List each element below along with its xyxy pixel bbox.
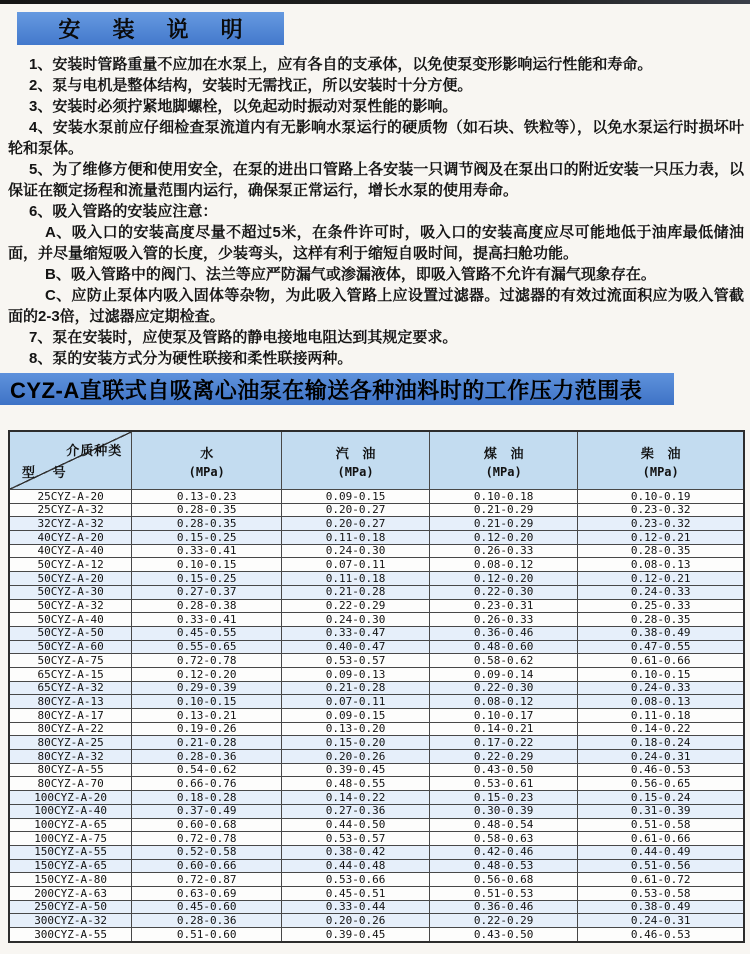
- kerosene-pressure-cell: 0.43-0.50: [429, 763, 577, 777]
- instruction-paragraph: A、吸入口的安装高度尽量不超过5米，在条件许可时，吸入口的安装高度应尽可能地低于油库最低储油面，并尽量缩短吸入管的长度，少装弯头，这样有利于缩短自吸时间，提高扫舱功能。: [8, 224, 744, 262]
- water-pressure-cell: 0.10-0.15: [132, 558, 282, 572]
- section-title-installation: [17, 12, 284, 45]
- water-pressure-cell: 0.72-0.78: [132, 832, 282, 846]
- gasoline-pressure-cell: 0.33-0.44: [282, 900, 430, 914]
- kerosene-pressure-cell: 0.17-0.22: [429, 736, 577, 750]
- pressure-table-body: [9, 490, 744, 942]
- table-row: [9, 777, 744, 791]
- water-pressure-cell: 0.28-0.38: [132, 599, 282, 613]
- diesel-pressure-cell: 0.56-0.65: [578, 777, 744, 791]
- kerosene-pressure-cell: 0.10-0.18: [429, 490, 577, 504]
- table-row: [9, 750, 744, 764]
- table-row: [9, 640, 744, 654]
- pressure-table-header: [9, 431, 744, 490]
- gasoline-pressure-cell: 0.27-0.36: [282, 804, 430, 818]
- corner-label-model: 型 号: [22, 465, 73, 480]
- table-row: [9, 667, 744, 681]
- column-label: 煤 油: [483, 445, 529, 461]
- kerosene-pressure-cell: 0.48-0.60: [429, 640, 577, 654]
- water-pressure-cell: 0.63-0.69: [132, 886, 282, 900]
- diesel-pressure-cell: 0.15-0.24: [578, 791, 744, 805]
- instruction-paragraph: 5、为了维修方便和使用安全，在泵的进出口管路上各安装一只调节阀及在泵出口的附近安装一只压力表，以保证在额定扬程和流量范围内运行，确保泵正常运行，增长水泵的使用寿命。: [8, 161, 744, 199]
- water-pressure-cell: 0.28-0.36: [132, 750, 282, 764]
- kerosene-pressure-cell: 0.14-0.21: [429, 722, 577, 736]
- gasoline-pressure-cell: 0.38-0.42: [282, 845, 430, 859]
- water-pressure-cell: 0.28-0.35: [132, 503, 282, 517]
- instruction-paragraph: 4、安装水泵前应仔细检查泵流道内有无影响水泵运行的硬质物（如石块、铁粒等），以免水泵运行时损坏叶轮和泵体。: [8, 119, 744, 157]
- column-unit: (MPa): [337, 464, 374, 479]
- table-row: [9, 654, 744, 668]
- gasoline-pressure-cell: 0.09-0.13: [282, 667, 430, 681]
- model-cell: 100CYZ-A-40: [9, 804, 132, 818]
- instruction-paragraph: 8、泵的安装方式分为硬性联接和柔性联接两种。: [29, 350, 353, 367]
- gasoline-pressure-cell: 0.24-0.30: [282, 613, 430, 627]
- kerosene-pressure-cell: 0.12-0.20: [429, 572, 577, 586]
- kerosene-pressure-cell: 0.26-0.33: [429, 613, 577, 627]
- gasoline-pressure-cell: 0.07-0.11: [282, 695, 430, 709]
- table-row: [9, 914, 744, 928]
- water-pressure-cell: 0.21-0.28: [132, 736, 282, 750]
- kerosene-pressure-cell: 0.15-0.23: [429, 791, 577, 805]
- model-cell: 80CYZ-A-32: [9, 750, 132, 764]
- column-unit: (MPa): [188, 464, 225, 479]
- kerosene-pressure-cell: 0.09-0.14: [429, 667, 577, 681]
- diesel-pressure-cell: 0.51-0.56: [578, 859, 744, 873]
- table-row: [9, 886, 744, 900]
- scan-edge-artifact: [0, 0, 750, 4]
- column-label: 水: [200, 445, 219, 461]
- table-row: [9, 558, 744, 572]
- model-cell: 250CYZ-A-50: [9, 900, 132, 914]
- column-header-water: [132, 431, 282, 490]
- model-cell: 80CYZ-A-70: [9, 777, 132, 791]
- model-cell: 50CYZ-A-20: [9, 572, 132, 586]
- table-row: [9, 928, 744, 942]
- instruction-paragraph: 2、泵与电机是整体结构，安装时无需找正，所以安装时十分方便。: [29, 77, 473, 94]
- kerosene-pressure-cell: 0.53-0.61: [429, 777, 577, 791]
- table-row: [9, 585, 744, 599]
- model-cell: 80CYZ-A-25: [9, 736, 132, 750]
- diesel-pressure-cell: 0.24-0.31: [578, 750, 744, 764]
- diesel-pressure-cell: 0.61-0.72: [578, 873, 744, 887]
- kerosene-pressure-cell: 0.51-0.53: [429, 886, 577, 900]
- kerosene-pressure-cell: 0.58-0.62: [429, 654, 577, 668]
- diesel-pressure-cell: 0.25-0.33: [578, 599, 744, 613]
- diesel-pressure-cell: 0.10-0.19: [578, 490, 744, 504]
- kerosene-pressure-cell: 0.22-0.30: [429, 681, 577, 695]
- model-cell: 300CYZ-A-32: [9, 914, 132, 928]
- diesel-pressure-cell: 0.51-0.58: [578, 818, 744, 832]
- diesel-pressure-cell: 0.46-0.53: [578, 763, 744, 777]
- kerosene-pressure-cell: 0.22-0.30: [429, 585, 577, 599]
- diesel-pressure-cell: 0.10-0.15: [578, 667, 744, 681]
- table-row: [9, 736, 744, 750]
- gasoline-pressure-cell: 0.53-0.57: [282, 832, 430, 846]
- instruction-paragraph: 6、吸入管路的安装应注意：: [29, 203, 218, 220]
- model-cell: 50CYZ-A-30: [9, 585, 132, 599]
- pressure-range-table: [8, 430, 745, 943]
- table-row: [9, 613, 744, 627]
- kerosene-pressure-cell: 0.22-0.29: [429, 750, 577, 764]
- model-cell: 300CYZ-A-55: [9, 928, 132, 942]
- kerosene-pressure-cell: 0.10-0.17: [429, 709, 577, 723]
- column-header-gasoline: [282, 431, 430, 490]
- diesel-pressure-cell: 0.14-0.22: [578, 722, 744, 736]
- gasoline-pressure-cell: 0.20-0.26: [282, 914, 430, 928]
- table-row: [9, 818, 744, 832]
- water-pressure-cell: 0.28-0.36: [132, 914, 282, 928]
- gasoline-pressure-cell: 0.14-0.22: [282, 791, 430, 805]
- table-row: [9, 791, 744, 805]
- kerosene-pressure-cell: 0.42-0.46: [429, 845, 577, 859]
- table-row: [9, 681, 744, 695]
- model-cell: 32CYZ-A-32: [9, 517, 132, 531]
- table-row: [9, 832, 744, 846]
- water-pressure-cell: 0.55-0.65: [132, 640, 282, 654]
- water-pressure-cell: 0.10-0.15: [132, 695, 282, 709]
- table-row: [9, 900, 744, 914]
- kerosene-pressure-cell: 0.21-0.29: [429, 517, 577, 531]
- table-row: [9, 531, 744, 545]
- water-pressure-cell: 0.12-0.20: [132, 667, 282, 681]
- kerosene-pressure-cell: 0.58-0.63: [429, 832, 577, 846]
- table-row: [9, 503, 744, 517]
- diesel-pressure-cell: 0.08-0.13: [578, 695, 744, 709]
- model-cell: 150CYZ-A-80: [9, 873, 132, 887]
- corner-label-medium-type: 介质种类: [66, 443, 123, 458]
- kerosene-pressure-cell: 0.26-0.33: [429, 544, 577, 558]
- kerosene-pressure-cell: 0.43-0.50: [429, 928, 577, 942]
- model-cell: 100CYZ-A-20: [9, 791, 132, 805]
- diesel-pressure-cell: 0.24-0.31: [578, 914, 744, 928]
- water-pressure-cell: 0.37-0.49: [132, 804, 282, 818]
- kerosene-pressure-cell: 0.48-0.54: [429, 818, 577, 832]
- table-row: [9, 873, 744, 887]
- kerosene-pressure-cell: 0.36-0.46: [429, 626, 577, 640]
- model-cell: 65CYZ-A-15: [9, 667, 132, 681]
- table-row: [9, 517, 744, 531]
- table-row: [9, 763, 744, 777]
- kerosene-pressure-cell: 0.48-0.53: [429, 859, 577, 873]
- gasoline-pressure-cell: 0.21-0.28: [282, 585, 430, 599]
- model-cell: 80CYZ-A-17: [9, 709, 132, 723]
- model-cell: 50CYZ-A-40: [9, 613, 132, 627]
- kerosene-pressure-cell: 0.23-0.31: [429, 599, 577, 613]
- table-row: [9, 845, 744, 859]
- table-row: [9, 572, 744, 586]
- gasoline-pressure-cell: 0.22-0.29: [282, 599, 430, 613]
- column-unit: (MPa): [485, 464, 522, 479]
- model-cell: 50CYZ-A-32: [9, 599, 132, 613]
- gasoline-pressure-cell: 0.39-0.45: [282, 928, 430, 942]
- gasoline-pressure-cell: 0.53-0.66: [282, 873, 430, 887]
- gasoline-pressure-cell: 0.44-0.48: [282, 859, 430, 873]
- kerosene-pressure-cell: 0.36-0.46: [429, 900, 577, 914]
- gasoline-pressure-cell: 0.33-0.47: [282, 626, 430, 640]
- kerosene-pressure-cell: 0.08-0.12: [429, 695, 577, 709]
- model-cell: 65CYZ-A-32: [9, 681, 132, 695]
- diesel-pressure-cell: 0.18-0.24: [578, 736, 744, 750]
- diesel-pressure-cell: 0.38-0.49: [578, 900, 744, 914]
- table-row: [9, 722, 744, 736]
- gasoline-pressure-cell: 0.07-0.11: [282, 558, 430, 572]
- table-row: [9, 599, 744, 613]
- water-pressure-cell: 0.72-0.87: [132, 873, 282, 887]
- kerosene-pressure-cell: 0.30-0.39: [429, 804, 577, 818]
- gasoline-pressure-cell: 0.09-0.15: [282, 709, 430, 723]
- model-cell: 40CYZ-A-20: [9, 531, 132, 545]
- gasoline-pressure-cell: 0.39-0.45: [282, 763, 430, 777]
- water-pressure-cell: 0.33-0.41: [132, 544, 282, 558]
- pressure-table-title-banner: [0, 373, 674, 405]
- table-row: [9, 544, 744, 558]
- gasoline-pressure-cell: 0.20-0.26: [282, 750, 430, 764]
- water-pressure-cell: 0.60-0.68: [132, 818, 282, 832]
- diesel-pressure-cell: 0.24-0.33: [578, 681, 744, 695]
- water-pressure-cell: 0.13-0.23: [132, 490, 282, 504]
- kerosene-pressure-cell: 0.12-0.20: [429, 531, 577, 545]
- instruction-paragraph: 3、安装时必须拧紧地脚螺栓，以免起动时振动对泵性能的影响。: [29, 98, 458, 115]
- water-pressure-cell: 0.33-0.41: [132, 613, 282, 627]
- water-pressure-cell: 0.52-0.58: [132, 845, 282, 859]
- model-cell: 100CYZ-A-75: [9, 832, 132, 846]
- model-cell: 150CYZ-A-55: [9, 845, 132, 859]
- model-cell: 80CYZ-A-22: [9, 722, 132, 736]
- table-row: [9, 804, 744, 818]
- gasoline-pressure-cell: 0.15-0.20: [282, 736, 430, 750]
- diesel-pressure-cell: 0.12-0.21: [578, 572, 744, 586]
- instruction-paragraph: 1、安装时管路重量不应加在水泵上，应有各自的支承体，以免使泵变形影响运行性能和寿命。: [29, 56, 653, 73]
- water-pressure-cell: 0.13-0.21: [132, 709, 282, 723]
- model-cell: 40CYZ-A-40: [9, 544, 132, 558]
- instruction-paragraph: 7、泵在安装时，应使泵及管路的静电接地电阻达到其规定要求。: [29, 329, 458, 346]
- gasoline-pressure-cell: 0.45-0.51: [282, 886, 430, 900]
- diesel-pressure-cell: 0.47-0.55: [578, 640, 744, 654]
- gasoline-pressure-cell: 0.11-0.18: [282, 572, 430, 586]
- model-cell: 50CYZ-A-75: [9, 654, 132, 668]
- water-pressure-cell: 0.15-0.25: [132, 531, 282, 545]
- diesel-pressure-cell: 0.08-0.13: [578, 558, 744, 572]
- section-title-text: 安 装 说 明: [58, 17, 256, 42]
- column-label: 柴 油: [640, 445, 686, 461]
- gasoline-pressure-cell: 0.13-0.20: [282, 722, 430, 736]
- diesel-pressure-cell: 0.12-0.21: [578, 531, 744, 545]
- table-row: [9, 695, 744, 709]
- model-cell: 80CYZ-A-55: [9, 763, 132, 777]
- diesel-pressure-cell: 0.23-0.32: [578, 517, 744, 531]
- water-pressure-cell: 0.45-0.60: [132, 900, 282, 914]
- table-row: [9, 709, 744, 723]
- column-unit: (MPa): [642, 464, 679, 479]
- column-header-kerosene: [429, 431, 577, 490]
- model-cell: 150CYZ-A-65: [9, 859, 132, 873]
- gasoline-pressure-cell: 0.11-0.18: [282, 531, 430, 545]
- table-row: [9, 626, 744, 640]
- model-cell: 50CYZ-A-12: [9, 558, 132, 572]
- corner-header-cell: [9, 431, 132, 490]
- pressure-table-title-text: CYZ-A直联式自吸离心油泵在输送各种油料时的工作压力范围表: [10, 377, 643, 403]
- kerosene-pressure-cell: 0.21-0.29: [429, 503, 577, 517]
- diesel-pressure-cell: 0.28-0.35: [578, 613, 744, 627]
- water-pressure-cell: 0.51-0.60: [132, 928, 282, 942]
- model-cell: 25CYZ-A-20: [9, 490, 132, 504]
- instruction-paragraph: C、应防止泵体内吸入固体等杂物，为此吸入管路上应设置过滤器。过滤器的有效过流面积应为吸入管截面的2-3倍，过滤器应定期检查。: [8, 287, 744, 325]
- model-cell: 50CYZ-A-50: [9, 626, 132, 640]
- table-row: [9, 490, 744, 504]
- water-pressure-cell: 0.66-0.76: [132, 777, 282, 791]
- water-pressure-cell: 0.27-0.37: [132, 585, 282, 599]
- water-pressure-cell: 0.15-0.25: [132, 572, 282, 586]
- diesel-pressure-cell: 0.11-0.18: [578, 709, 744, 723]
- diesel-pressure-cell: 0.28-0.35: [578, 544, 744, 558]
- gasoline-pressure-cell: 0.20-0.27: [282, 503, 430, 517]
- water-pressure-cell: 0.29-0.39: [132, 681, 282, 695]
- water-pressure-cell: 0.18-0.28: [132, 791, 282, 805]
- gasoline-pressure-cell: 0.44-0.50: [282, 818, 430, 832]
- water-pressure-cell: 0.45-0.55: [132, 626, 282, 640]
- column-header-diesel: [578, 431, 744, 490]
- model-cell: 100CYZ-A-65: [9, 818, 132, 832]
- diesel-pressure-cell: 0.61-0.66: [578, 654, 744, 668]
- gasoline-pressure-cell: 0.48-0.55: [282, 777, 430, 791]
- installation-instructions-list: [8, 54, 744, 369]
- gasoline-pressure-cell: 0.09-0.15: [282, 490, 430, 504]
- model-cell: 25CYZ-A-32: [9, 503, 132, 517]
- water-pressure-cell: 0.19-0.26: [132, 722, 282, 736]
- diesel-pressure-cell: 0.44-0.49: [578, 845, 744, 859]
- water-pressure-cell: 0.28-0.35: [132, 517, 282, 531]
- column-label: 汽 油: [335, 445, 381, 461]
- diesel-pressure-cell: 0.61-0.66: [578, 832, 744, 846]
- instruction-paragraph: B、吸入管路中的阀门、法兰等应严防漏气或渗漏液体，即吸入管路不允许有漏气现象存在。: [45, 266, 656, 283]
- model-cell: 80CYZ-A-13: [9, 695, 132, 709]
- diesel-pressure-cell: 0.24-0.33: [578, 585, 744, 599]
- gasoline-pressure-cell: 0.20-0.27: [282, 517, 430, 531]
- model-cell: 200CYZ-A-63: [9, 886, 132, 900]
- gasoline-pressure-cell: 0.24-0.30: [282, 544, 430, 558]
- water-pressure-cell: 0.54-0.62: [132, 763, 282, 777]
- table-row: [9, 859, 744, 873]
- kerosene-pressure-cell: 0.56-0.68: [429, 873, 577, 887]
- kerosene-pressure-cell: 0.22-0.29: [429, 914, 577, 928]
- diesel-pressure-cell: 0.31-0.39: [578, 804, 744, 818]
- diesel-pressure-cell: 0.46-0.53: [578, 928, 744, 942]
- gasoline-pressure-cell: 0.21-0.28: [282, 681, 430, 695]
- diesel-pressure-cell: 0.53-0.58: [578, 886, 744, 900]
- kerosene-pressure-cell: 0.08-0.12: [429, 558, 577, 572]
- gasoline-pressure-cell: 0.40-0.47: [282, 640, 430, 654]
- model-cell: 50CYZ-A-60: [9, 640, 132, 654]
- water-pressure-cell: 0.72-0.78: [132, 654, 282, 668]
- diesel-pressure-cell: 0.23-0.32: [578, 503, 744, 517]
- diesel-pressure-cell: 0.38-0.49: [578, 626, 744, 640]
- gasoline-pressure-cell: 0.53-0.57: [282, 654, 430, 668]
- water-pressure-cell: 0.60-0.66: [132, 859, 282, 873]
